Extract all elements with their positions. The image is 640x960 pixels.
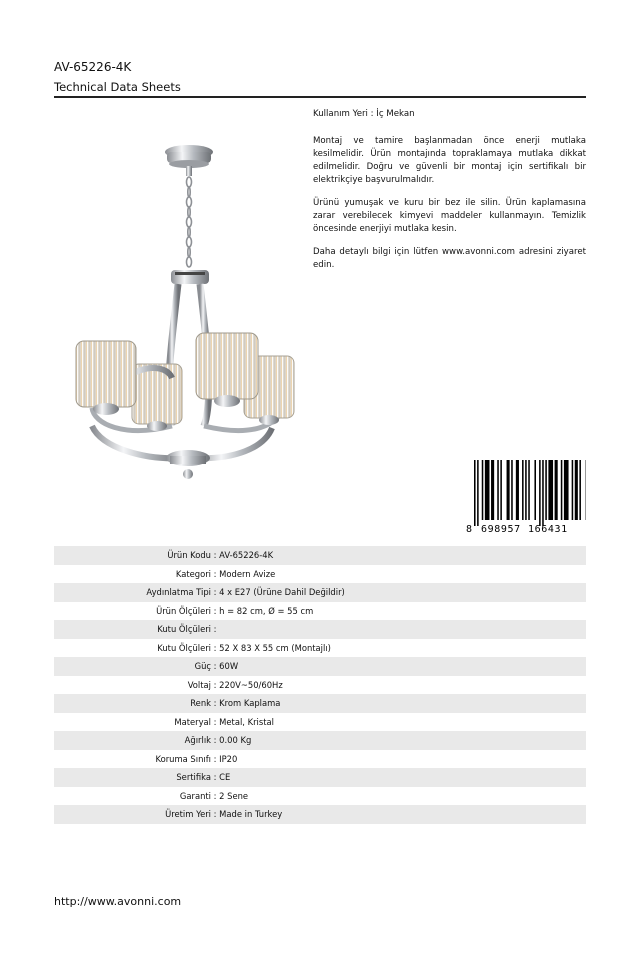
barcode-left-digits: 698957 [481, 524, 521, 534]
barcode [464, 460, 586, 534]
barcode-bar [511, 460, 513, 520]
spec-separator: : [211, 587, 220, 598]
spec-row [54, 639, 586, 658]
spec-value: AV-65226-4K [219, 550, 274, 561]
spec-label: Sertifika [176, 772, 211, 783]
spec-label: Kutu Ölçüleri [157, 642, 211, 653]
spec-value: 2 Sene [219, 790, 249, 801]
barcode-bar [564, 460, 569, 520]
barcode-bar [575, 460, 578, 520]
document-title: Technical Data Sheets [54, 80, 181, 94]
footer-website-link[interactable]: http://www.avonni.com [54, 895, 182, 908]
spec-value: Krom Kaplama [219, 698, 281, 709]
barcode-bar [545, 460, 547, 520]
barcode-bar [555, 460, 558, 520]
spec-value: 0.00 Kg [219, 735, 252, 746]
spec-value: 4 x E27 (Ürüne Dahil Değildir) [219, 587, 345, 598]
spec-row [54, 602, 586, 621]
spec-row [54, 805, 586, 824]
barcode-bar [497, 460, 499, 520]
barcode-right-digits: 166431 [528, 524, 568, 534]
barcode-bar [500, 460, 502, 520]
safety-paragraph: Montaj ve tamire başlanmadan önce enerji mutlaka kesilmelidir. Ürün montajında topraklamaya mutlaka dikkat edilmelidir. Doğru ve güvenli bir montaj için sertifikalı bir elektrikçiye başvurulmalıdır. [313, 136, 586, 185]
spec-value: Made in Turkey [219, 809, 283, 820]
spec-separator: : [211, 735, 220, 746]
spec-separator: : [211, 624, 220, 635]
spec-separator: : [211, 605, 220, 616]
spec-row [54, 750, 586, 769]
website-paragraph: Daha detaylı bilgi için lütfen www.avonni.com adresini ziyaret edin. [313, 247, 586, 270]
spec-row [54, 768, 586, 787]
spec-label: Kutu Ölçüleri [157, 624, 211, 635]
header-divider [54, 96, 586, 98]
barcode-bar [561, 460, 563, 520]
product-image [54, 108, 308, 508]
spec-row [54, 713, 586, 732]
spec-separator: : [211, 661, 220, 672]
spec-separator: : [211, 790, 220, 801]
spec-label: Aydınlatma Tipi [146, 587, 211, 598]
barcode-bar [491, 460, 494, 520]
barcode-bar [482, 460, 484, 520]
barcode-bar [522, 460, 524, 520]
spec-row [54, 787, 586, 806]
spec-row [54, 731, 586, 750]
spec-separator: : [211, 550, 220, 561]
spec-separator: : [211, 679, 220, 690]
spec-label: Ürün Kodu [167, 550, 211, 561]
barcode-bar [477, 460, 479, 526]
usage-location: Kullanım Yeri : İç Mekan [313, 109, 415, 119]
barcode-bar [507, 460, 510, 520]
spec-label: Ağırlık [184, 735, 211, 746]
specifications-table [54, 546, 586, 824]
spec-separator: : [211, 568, 220, 579]
spec-label: Koruma Sınıfı [155, 753, 211, 764]
spec-label: Materyal [174, 716, 211, 727]
spec-value: 60W [219, 661, 239, 672]
spec-value: 52 X 83 X 55 cm (Montajlı) [219, 642, 331, 653]
spec-value: IP20 [219, 753, 238, 764]
barcode-bar [528, 460, 530, 520]
spec-label: Voltaj [187, 679, 211, 690]
product-code-heading: AV-65226-4K [54, 60, 132, 74]
cleaning-paragraph: Ürünü yumuşak ve kuru bir bez ile silin. Ürün kaplamasına zarar verebilecek kimyevi maddeler kullanmayın. Temizlik öncesinde enerjiyi mutlaka kesin. [313, 198, 586, 234]
spec-label: Renk [190, 698, 211, 709]
spec-value: CE [219, 772, 231, 783]
spec-row [54, 657, 586, 676]
barcode-bar [572, 460, 574, 520]
spec-separator: : [211, 716, 220, 727]
barcode-bar [525, 460, 527, 520]
usage-information [313, 108, 586, 282]
spec-row [54, 676, 586, 695]
spec-value: Modern Avize [219, 568, 276, 579]
spec-label: Garanti [179, 790, 211, 801]
barcode-bar [474, 460, 476, 526]
spec-row [54, 546, 586, 565]
spec-label: Güç [194, 661, 211, 672]
spec-row [54, 694, 586, 713]
barcode-bar [516, 460, 519, 520]
spec-row [54, 620, 586, 639]
spec-label: Kategori [175, 568, 211, 579]
spec-value: h = 82 cm, Ø = 55 cm [219, 605, 314, 616]
spec-separator: : [211, 809, 220, 820]
barcode-bar [534, 460, 536, 520]
barcode-bar [539, 460, 541, 526]
spec-separator: : [211, 772, 220, 783]
spec-separator: : [211, 642, 220, 653]
spec-value: 220V~50/60Hz [219, 679, 283, 690]
barcode-first-digit: 8 [466, 524, 473, 534]
spec-row [54, 565, 586, 584]
spec-separator: : [211, 753, 220, 764]
barcode-bar [542, 460, 544, 526]
spec-separator: : [211, 698, 220, 709]
spec-label: Üretim Yeri [165, 809, 211, 820]
spec-row [54, 583, 586, 602]
barcode-bar [548, 460, 553, 520]
spec-value: Metal, Kristal [219, 716, 274, 727]
spec-label: Ürün Ölçüleri [156, 605, 211, 616]
barcode-bar [485, 460, 490, 520]
barcode-bar [579, 460, 581, 520]
